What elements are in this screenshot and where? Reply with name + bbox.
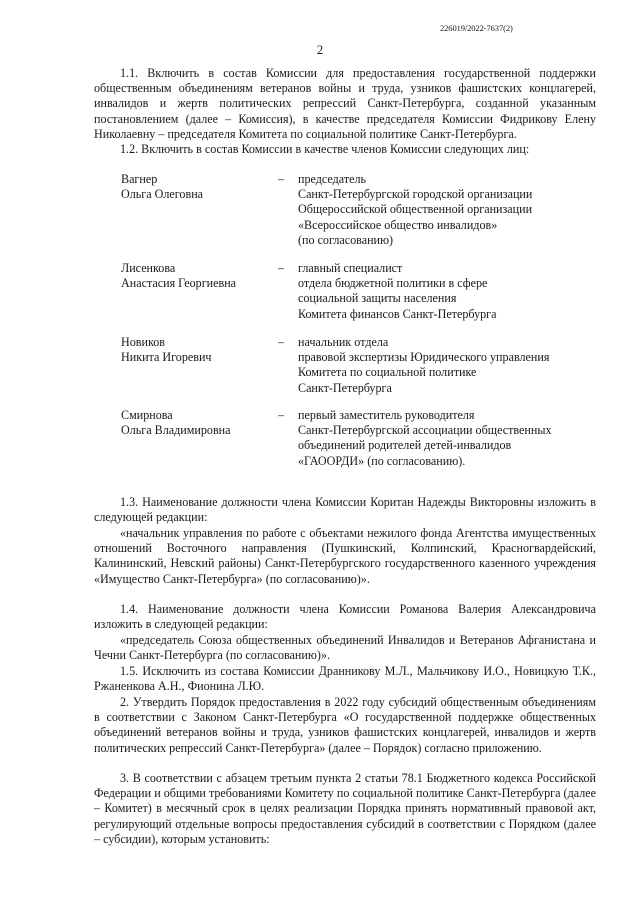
member-dash: – [277, 261, 285, 275]
paragraph-1-1: 1.1. Включить в состав Комиссии для предоставления государственной поддержки общественным объединениям ветеранов войны и труда, узников фашистских концлагерей, инвалидов и жертв политических репрессий Санкт-Петербурга, созданной указанным постановлением (далее – Комиссия), в качестве председателя Комиссии Фидрикову Елену Николаевну – председателя Комитета по социальной политике Санкт-Петербурга. [94, 66, 596, 141]
page-number: 2 [316, 42, 324, 57]
paragraph-1-4-text: «председатель Союза общественных объединений Инвалидов и Ветеранов Афганистана и Чечни Санкт-Петербурга (по согласованию)». [94, 633, 596, 663]
paragraph-1-5: 1.5. Исключить из состава Комиссии Дранникову М.Л., Мальчикову И.О., Новицкую Т.К., Ржаненкова А.Н., Фионина Л.Ю. [94, 664, 596, 694]
member-position: начальник отдела правовой экспертизы Юридического управления Комитета по социальной политике Санкт-Петербурга [298, 335, 550, 395]
member-dash: – [277, 335, 285, 349]
paragraph-1-4: 1.4. Наименование должности члена Комиссии Романова Валерия Александровича изложить в следующей редакции: [94, 602, 596, 632]
member-position: председатель Санкт-Петербургской городской организации Общероссийской общественной организации «Всероссийское общество инвалидов» (по согласованию) [298, 172, 533, 247]
paragraph-2: 2. Утвердить Порядок предоставления в 2022 году субсидий общественным объединениям в соответствии с Законом Санкт-Петербурга «О государственной поддержке общественных объединений ветеранов войны и труда, узников фашистских концлагерей, инвалидов и жертв политических репрессий Санкт-Петербурга» (далее – Порядок) согласно приложению. [94, 695, 596, 755]
member-dash: – [277, 172, 285, 186]
member-dash: – [277, 408, 285, 422]
member-name: Новиков Никита Игоревич [121, 335, 212, 365]
paragraph-3: 3. В соответствии с абзацем третьим пункта 2 статьи 78.1 Бюджетного кодекса Российской Федерации и общими требованиями Комитету по социальной политике Санкт-Петербурга (далее – Комитет) в месячный срок в целях реализации Порядка принять нормативный правовой акт, регулирующий отдельные вопросы предоставления субсидий в соответствии с Порядком (далее – субсидии), которым установить: [94, 771, 596, 846]
member-name: Смирнова Ольга Владимировна [121, 408, 231, 438]
paragraph-1-3-text: «начальник управления по работе с объектами нежилого фонда Агентства имущественных отношений Восточного направления (Пушкинский, Колпинский, Красногвардейский, Калининский, Невский районы) Санкт-Петербургского государственного казенного учреждения «Имущество Санкт-Петербурга» (по согласованию)». [94, 526, 596, 586]
member-position: первый заместитель руководителя Санкт-Петербургской ассоциации общественных объединений родителей детей-инвалидов «ГАООРДИ» (по согласованию). [298, 408, 552, 468]
paragraph-1-3: 1.3. Наименование должности члена Комиссии Коритан Надежды Викторовны изложить в следующей редакции: [94, 495, 596, 525]
member-name: Лисенкова Анастасия Георгиевна [121, 261, 237, 291]
member-name: Вагнер Ольга Олеговна [121, 172, 204, 202]
document-number: 226019/2022-7637(2) [440, 23, 513, 33]
paragraph-1-2: 1.2. Включить в состав Комиссии в качестве членов Комиссии следующих лиц: [120, 142, 530, 156]
member-position: главный специалист отдела бюджетной политики в сфере социальной защиты населения Комитета финансов Санкт-Петербурга [298, 261, 497, 321]
